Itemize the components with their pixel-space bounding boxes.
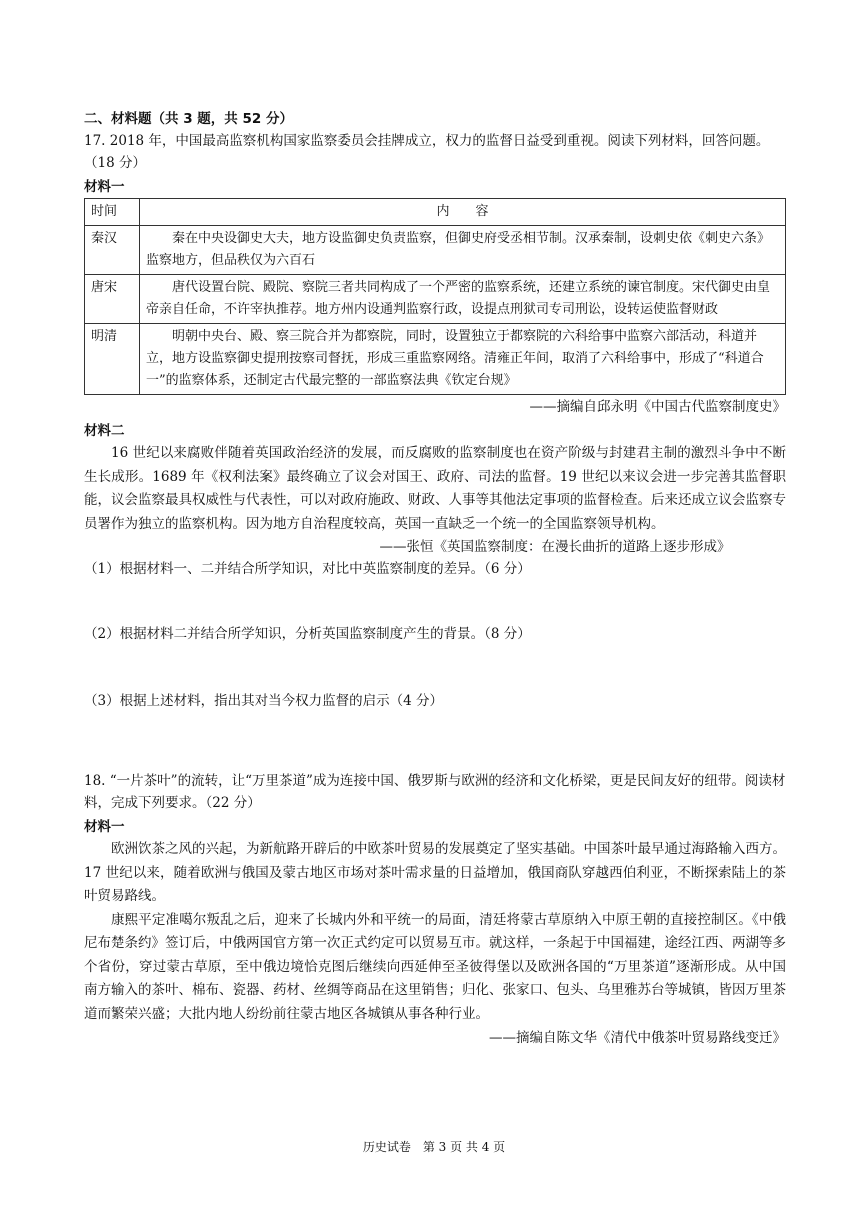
question-17-stem: 17. 2018 年，中国最高监察机构国家监察委员会挂牌成立，权力的监督日益受到重视。阅读下列材料，回答问题。（18 分） xyxy=(84,133,770,171)
header-content: 内 容 xyxy=(140,199,786,226)
row-period: 秦汉 xyxy=(85,226,140,275)
row-content: 明朝中央台、殿、察三院合并为都察院，同时，设置独立于都察院的六科给事中监察六部活动，科道并立，地方设监察御史提刑按察司督抚，形成三重监察网络。清雍正年间，取消了六科给事中，形成了“科道合一”的监察体系，还制定古代最完整的一部监察法典《钦定台规》 xyxy=(140,324,786,395)
q18-source: ——摘编自陈文华《清代中俄茶叶贸易路线变迁》 xyxy=(489,1030,786,1046)
answer-space xyxy=(84,645,786,690)
section-title: 二、材料题（共 3 题，共 52 分） xyxy=(84,111,293,127)
table-row xyxy=(85,226,786,275)
exam-page xyxy=(84,108,786,1049)
page-footer: 历史试卷 第 3 页 共 4 页 xyxy=(362,1140,506,1154)
row-content: 秦在中央设御史大夫，地方设监御史负责监察，但御史府受丞相节制。汉承秦制，设刺史依《刺史六条》监察地方，但品秩仅为六百石 xyxy=(140,226,786,275)
subquestion-1: （1）根据材料一、二并结合所学知识，对比中英监察制度的差异。（6 分） xyxy=(84,561,531,577)
header-period: 时间 xyxy=(85,199,140,226)
answer-space xyxy=(84,580,786,623)
subquestion-2: （2）根据材料二并结合所学知识，分析英国监察制度产生的背景。（8 分） xyxy=(84,626,531,642)
q18-paragraph-1: 欧洲饮茶之风的兴起，为新航路开辟后的中欧茶叶贸易的发展奠定了坚实基础。中国茶叶最早通过海路输入西方。17 世纪以来，随着欧洲与俄国及蒙古地区市场对茶叶需求量的日益增加，俄国商队穿越西伯利亚，不断探索陆上的茶叶贸易路线。 xyxy=(84,841,786,904)
table-row xyxy=(85,324,786,395)
row-period: 唐宋 xyxy=(85,275,140,324)
material-2-text: 16 世纪以来腐败伴随着英国政治经济的发展，而反腐败的监察制度也在资产阶级与封建君主制的激烈斗争中不断生长成形。1689 年《权利法案》最终确立了议会对国王、政府、司法的监督。19 世纪以来议会进一步完善其监督职能，议会监察最具权威性与代表性，可以对政府施政、财政、人事等其他法定事项的监督检查。后来还成立议会监察专员署作为独立的监察机构。因为地方自治程度较高，英国一直缺乏一个统一的全国监察领导机构。 xyxy=(84,445,786,532)
question-18-stem: 18. “一片茶叶”的流转，让“万里茶道”成为连接中国、俄罗斯与欧洲的经济和文化桥梁，更是民间友好的纽带。阅读材料，完成下列要求。（22 分） xyxy=(84,773,786,811)
material-2-label: 材料二 xyxy=(84,423,125,439)
q18-paragraph-2: 康熙平定准噶尔叛乱之后，迎来了长城内外和平统一的局面，清廷将蒙古草原纳入中原王朝的直接控制区。《中俄尼布楚条约》签订后，中俄两国官方第一次正式约定可以贸易互市。就这样，一条起于中国福建，途经江西、两湖等多个省份，穿过蒙古草原，至中俄边境恰克图后继续向西延伸至圣彼得堡以及欧洲各国的“万里茶道”逐渐形成。从中国南方输入的茶叶、棉布、瓷器、药材、丝绸等商品在这里销售；归化、张家口、包头、乌里雅苏台等城镇，皆因万里茶道而繁荣兴盛；大批内地人纷纷前往蒙古地区各城镇从事各种行业。 xyxy=(84,911,786,1022)
table-header-row xyxy=(85,199,786,226)
subquestion-3: （3）根据上述材料，指出其对当今权力监督的启示（4 分） xyxy=(84,693,443,709)
material-1-source: ——摘编自邱永明《中国古代监察制度史》 xyxy=(529,399,786,415)
material-2-source: ——张恒《英国监察制度：在漫长曲折的道路上逐步形成》 xyxy=(379,539,731,555)
table-row xyxy=(85,275,786,324)
row-content: 唐代设置台院、殿院、察院三者共同构成了一个严密的监察系统，还建立系统的谏官制度。宋代御史由皇帝亲自任命，不许宰执推荐。地方州内设通判监察行政，设提点刑狱司专司刑讼，设转运使监督财政 xyxy=(140,275,786,324)
row-period: 明清 xyxy=(85,324,140,395)
answer-space xyxy=(84,712,786,770)
q18-material-1-label: 材料一 xyxy=(84,819,125,835)
supervision-table xyxy=(84,198,786,395)
material-1-label: 材料一 xyxy=(84,179,125,195)
